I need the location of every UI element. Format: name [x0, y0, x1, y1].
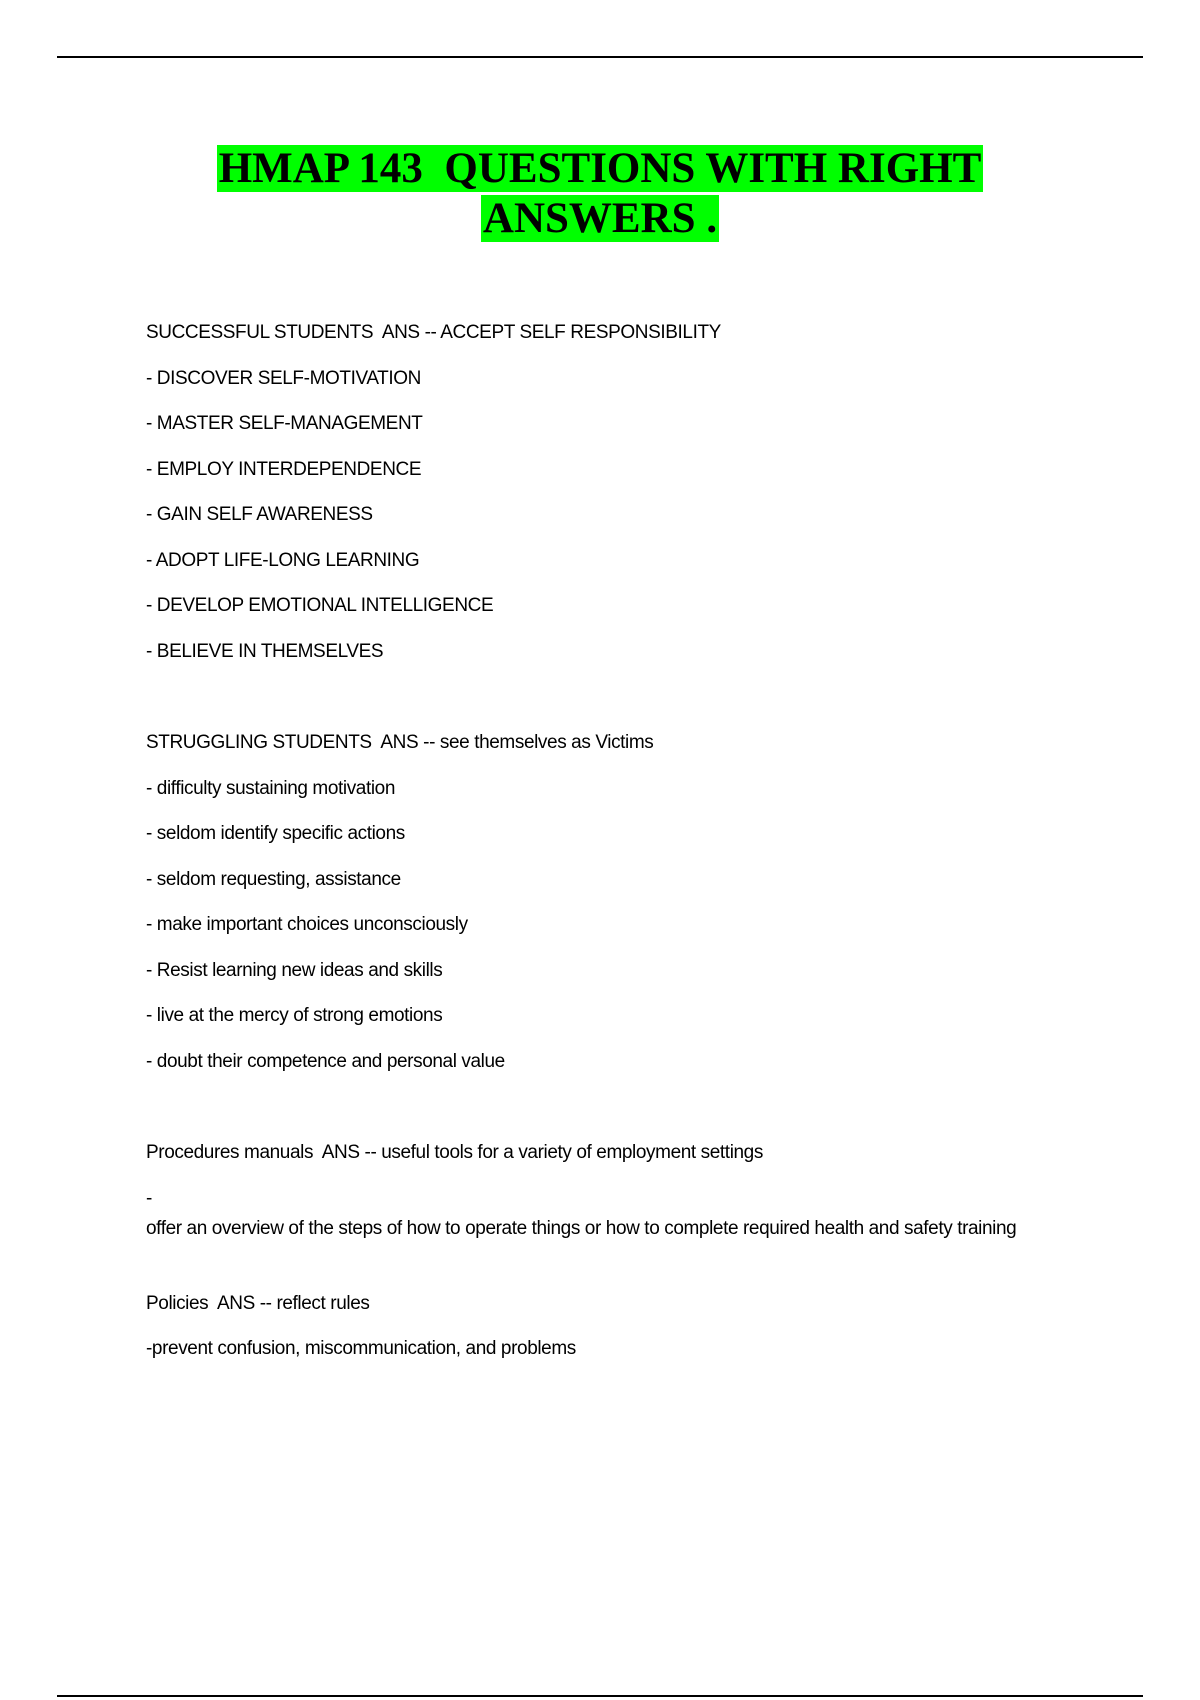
- section-heading: Policies ANS -- reflect rules: [146, 1292, 370, 1314]
- list-item: - difficulty sustaining motivation: [146, 777, 396, 799]
- bottom-rule: [57, 1695, 1143, 1697]
- list-item: - DEVELOP EMOTIONAL INTELLIGENCE: [146, 595, 494, 616]
- list-item: -prevent confusion, miscommunication, and problems: [146, 1338, 576, 1359]
- section-procedures-manuals: [146, 1138, 1096, 1243]
- list-item: - Resist learning new ideas and skills: [146, 959, 443, 981]
- list-item: - make important choices unconsciously: [146, 914, 468, 935]
- list-item: - EMPLOY INTERDEPENDENCE: [146, 458, 422, 480]
- section-heading: Procedures manuals ANS -- useful tools for a variety of employment settings: [146, 1142, 763, 1163]
- section-struggling-students: [146, 728, 1096, 1092]
- list-item: - seldom requesting, assistance: [146, 868, 401, 890]
- list-item: - seldom identify specific actions: [146, 823, 405, 844]
- wrapped-paragraph: offer an overview of the steps of how to operate things or how to complete required health and safety training: [146, 1217, 1017, 1239]
- list-item: - doubt their competence and personal value: [146, 1050, 505, 1072]
- list-item: - MASTER SELF-MANAGEMENT: [146, 413, 423, 434]
- section-policies: [146, 1289, 1096, 1380]
- section-heading: STRUGGLING STUDENTS ANS -- see themselves as Victims: [146, 732, 654, 753]
- document-title: [0, 144, 1200, 244]
- document-body: [146, 318, 1096, 1380]
- list-dash: -: [146, 1187, 152, 1209]
- list-item: - live at the mercy of strong emotions: [146, 1005, 443, 1026]
- list-item: - ADOPT LIFE-LONG LEARNING: [146, 549, 420, 571]
- section-heading: SUCCESSFUL STUDENTS ANS -- ACCEPT SELF RESPONSIBILITY: [146, 322, 721, 343]
- title-line-2: ANSWERS .: [482, 195, 718, 242]
- top-rule: [57, 56, 1143, 58]
- list-item: - DISCOVER SELF-MOTIVATION: [146, 367, 421, 389]
- section-successful-students: [146, 318, 1096, 682]
- title-line-1: HMAP 143 QUESTIONS WITH RIGHT: [218, 145, 982, 192]
- list-item: - GAIN SELF AWARENESS: [146, 504, 373, 525]
- list-item: - BELIEVE IN THEMSELVES: [146, 640, 384, 662]
